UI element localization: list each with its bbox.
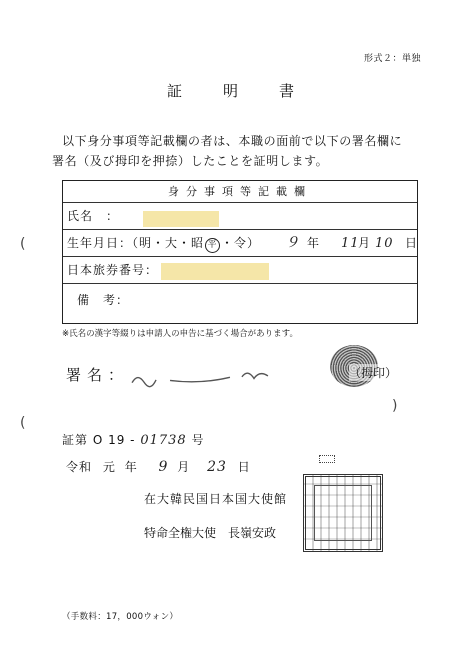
form-type-label: 形式２：単独 — [364, 54, 422, 64]
signature-label: 署名： — [66, 366, 130, 384]
dob-row — [63, 230, 417, 257]
identity-table — [62, 180, 418, 324]
ambassador-title: 特命全権大使 長嶺安政 — [144, 526, 277, 540]
certificate-suffix: 号 — [191, 433, 205, 447]
issue-date — [66, 458, 251, 475]
name-row — [63, 203, 417, 230]
dob-day-unit: 日 — [405, 236, 419, 250]
intro-line-2: 署名（及び拇印を押捺）したことを証明します。 — [52, 154, 329, 168]
date-day-unit: 日 — [237, 460, 251, 474]
dob-year: ９ — [285, 235, 300, 251]
date-day: 23 — [207, 459, 227, 475]
embassy-name: 在大韓民国日本国大使館 — [144, 492, 288, 506]
handwritten-signature-mark — [130, 363, 291, 391]
dob-label-text: 生年月日：（明・大・昭 — [67, 236, 205, 250]
name-label: 氏名 ： — [67, 209, 120, 223]
date-era: 令和 — [66, 460, 93, 474]
remarks-label: 備 考： — [77, 293, 130, 307]
certificate-prefix: 証第 O 19 - — [62, 433, 136, 447]
name-note: ※氏名の漢字等綴りは申請人の申告に基づく場合があります。 — [62, 329, 298, 339]
date-month-unit: 月 — [177, 460, 191, 474]
table-header: 身分事項等記載欄 — [63, 181, 417, 203]
dob-year-unit: 年 — [307, 236, 321, 250]
margin-mark-1: ( — [20, 236, 26, 252]
date-month: 9 — [158, 459, 169, 475]
dob-day: 10 — [375, 236, 394, 251]
intro-text — [52, 131, 452, 171]
small-stamp-mark — [319, 455, 335, 463]
fee-note: （手数料：17，000ウォン） — [62, 612, 179, 622]
intro-line-1: 以下身分事項等記載欄の者は、本職の面前で以下の署名欄に — [62, 134, 403, 148]
passport-label: 日本旅券番号： — [67, 263, 159, 277]
remarks-row — [63, 284, 417, 323]
date-year: 元 — [102, 460, 116, 474]
dob-month-unit: 月 — [358, 236, 372, 250]
era-reiwa-text: ・令） — [221, 236, 261, 250]
document-title: 証 明 書 — [166, 82, 307, 100]
thumbprint-label: （拇印） — [349, 366, 398, 380]
passport-row — [63, 257, 417, 284]
dob-label — [67, 230, 260, 257]
margin-mark-2: ( — [20, 415, 26, 431]
margin-mark-3: ) — [392, 398, 398, 414]
certificate-number — [62, 431, 205, 448]
official-seal — [303, 474, 383, 552]
official-seal-inner — [314, 485, 372, 541]
date-year-unit: 年 — [124, 460, 138, 474]
passport-redaction — [161, 263, 269, 280]
certificate-number-value: 01738 — [140, 433, 187, 448]
dob-month: 11 — [341, 236, 360, 251]
era-heisei-circled: 平 — [205, 238, 220, 253]
name-redaction — [143, 211, 219, 227]
signature-scribble — [130, 363, 291, 395]
